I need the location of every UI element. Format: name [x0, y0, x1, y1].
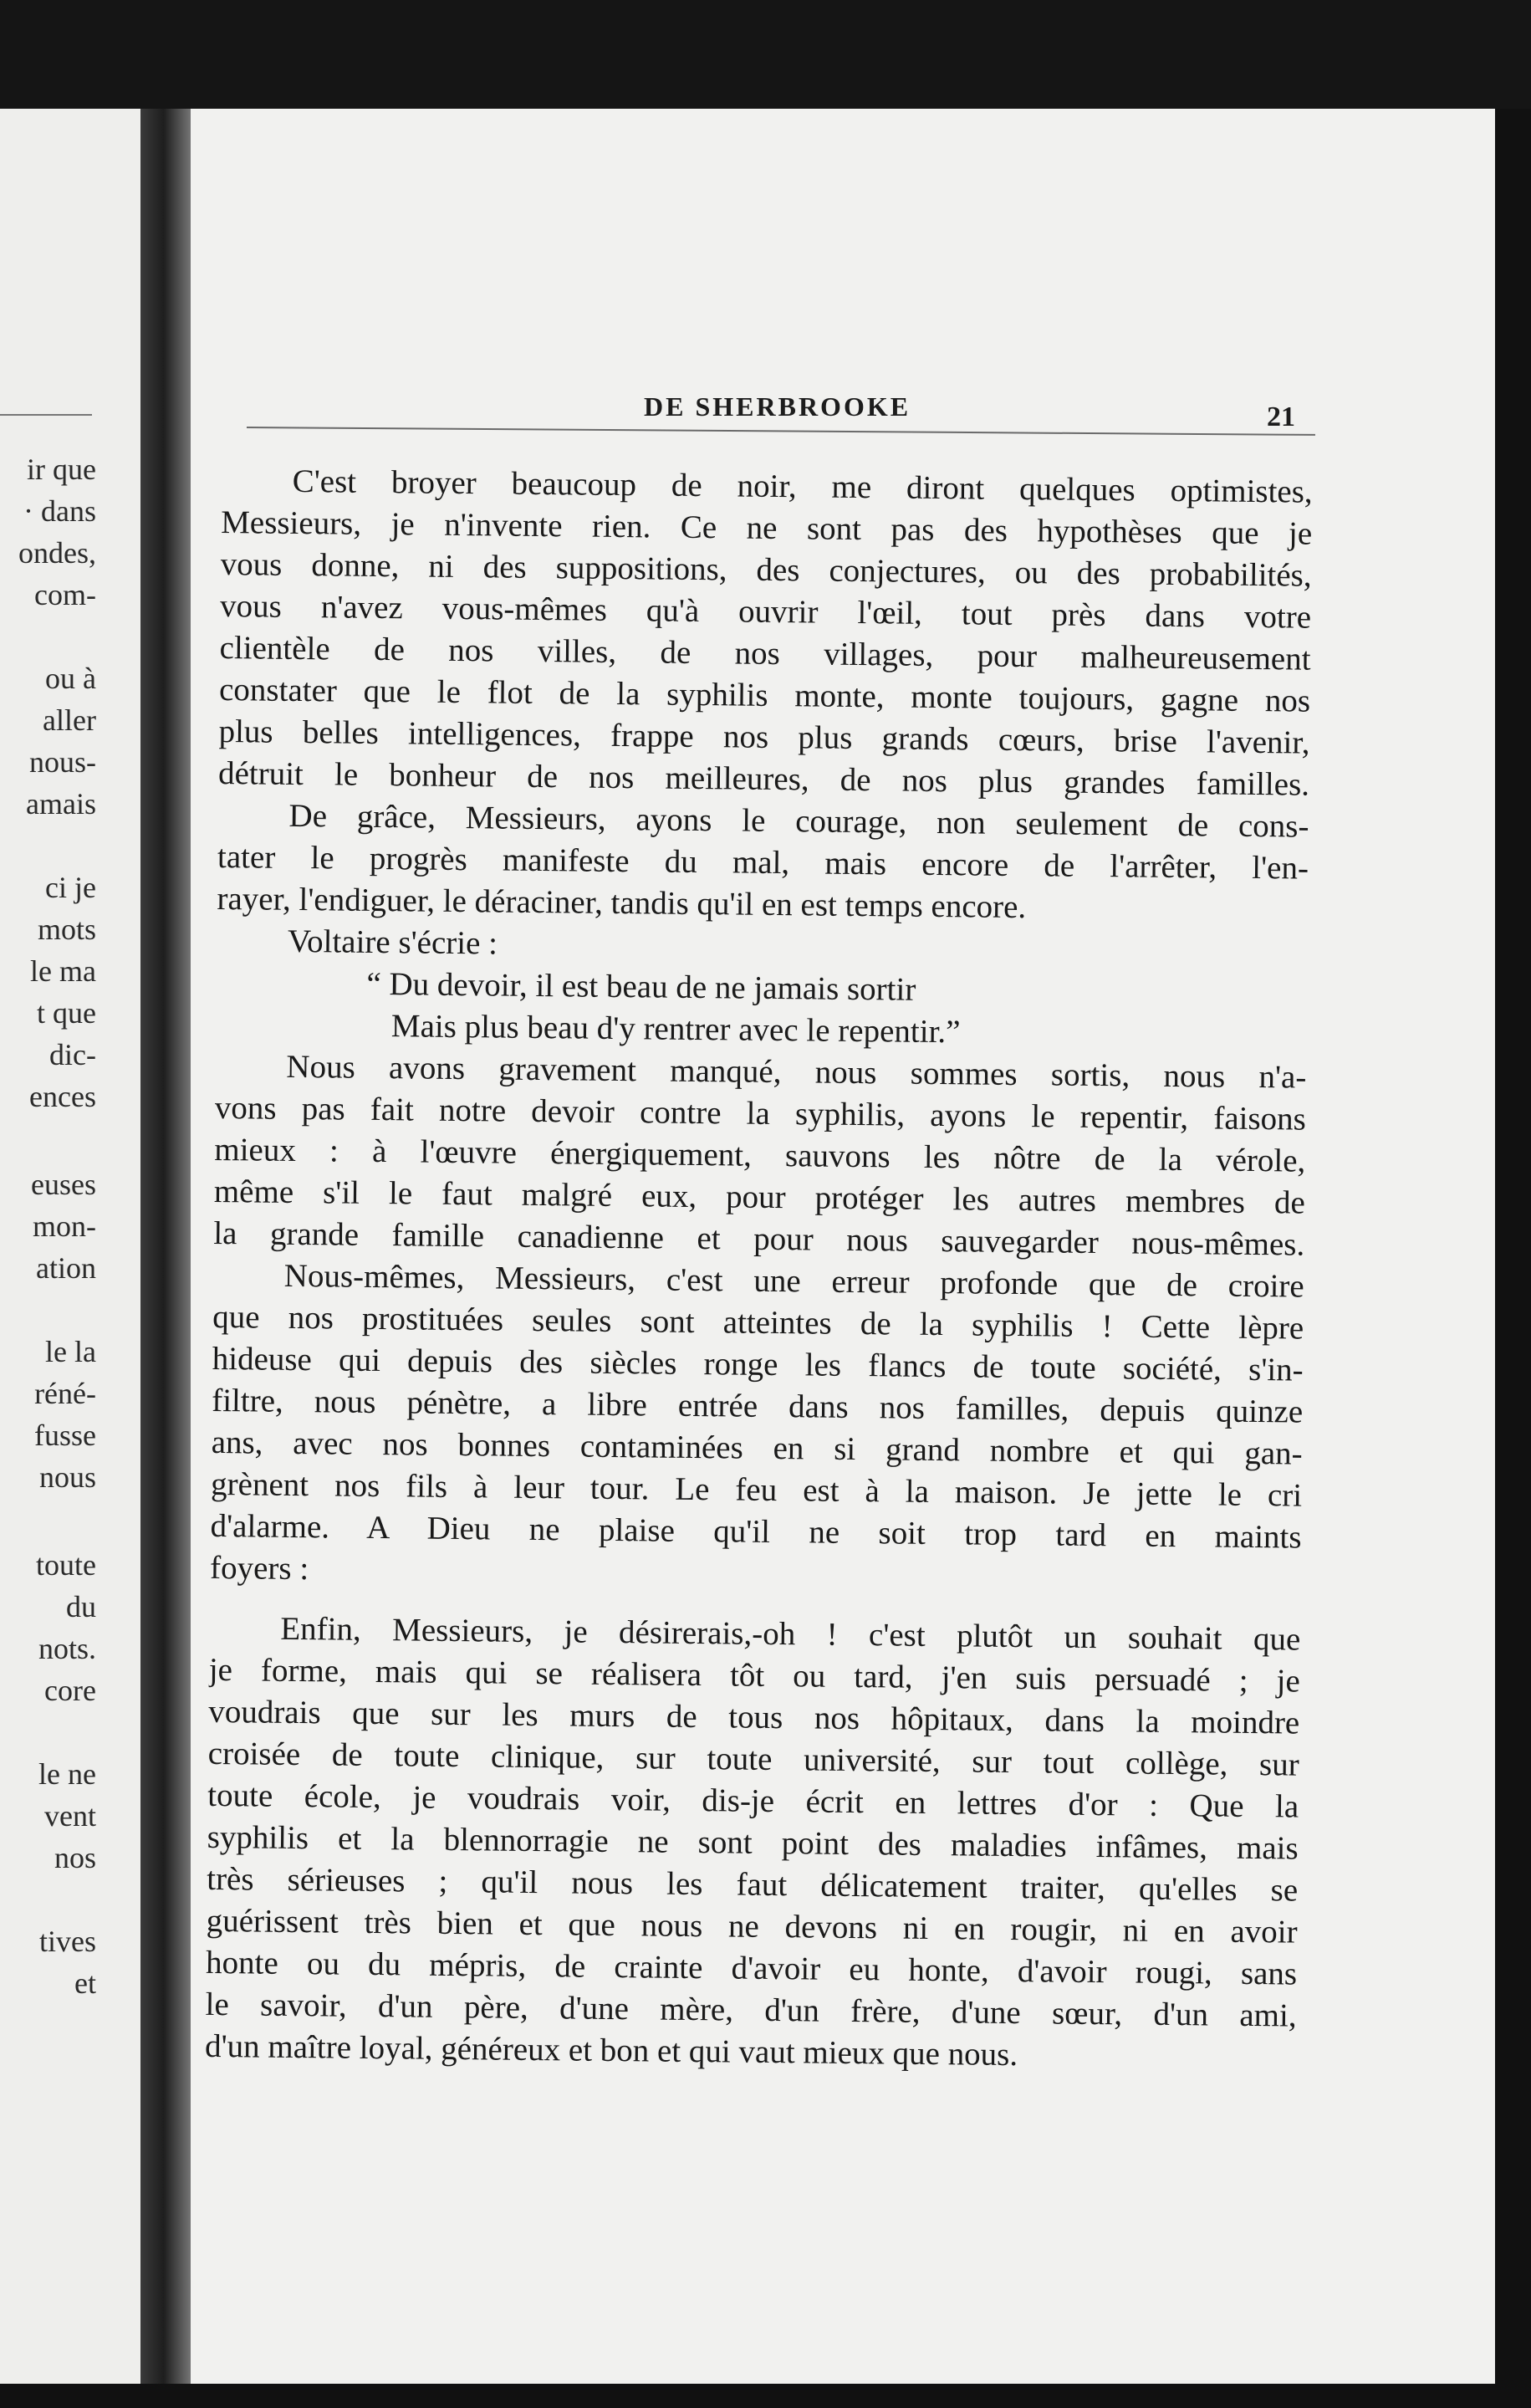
- prev-page-line: mon-: [33, 1209, 96, 1243]
- prev-page-line: com-: [34, 578, 96, 611]
- scan-right-border: [1495, 109, 1531, 2408]
- verse-line: Mais plus beau d'y rentrer avec le repentir.”: [390, 1008, 961, 1051]
- prev-page-line: euses: [31, 1168, 96, 1201]
- text-line: De grâce, Messieurs, ayons le courage, non seulement de cons-: [288, 797, 1309, 845]
- text-line: rayer, l'endiguer, le déraciner, tandis qu'il en est temps encore.: [217, 880, 1027, 926]
- prev-page-line: t que: [37, 996, 96, 1030]
- prev-page-line: le la: [45, 1335, 96, 1368]
- prev-page-line: nous: [38, 1460, 96, 1494]
- prev-page-line: ences: [29, 1080, 96, 1113]
- text-line: Voltaire s'écrie :: [287, 923, 498, 962]
- verse-line: “ Du devoir, il est beau de ne jamais sortir: [366, 965, 916, 1008]
- text-line: même s'il le faut malgré eux, pour protéger les autres membres de: [213, 1173, 1305, 1221]
- text-line: Nous avons gravement manqué, nous sommes sortis, nous n'a-: [286, 1048, 1307, 1096]
- scan-top-border: [0, 0, 1531, 117]
- prev-page-line: toute: [36, 1548, 96, 1582]
- prev-page-line: le ne: [38, 1757, 96, 1791]
- prev-page-line: nots.: [38, 1632, 96, 1665]
- prev-page-line: aller: [43, 703, 96, 737]
- text-line: détruit le bonheur de nos meilleures, de nos plus grandes familles.: [217, 754, 1310, 803]
- prev-page-line: ci je: [45, 871, 96, 904]
- text-line: clientèle de nos villes, de nos villages, pour malheureusement: [219, 629, 1311, 677]
- page-body: [205, 460, 1313, 2079]
- text-line: ans, avec nos bonnes contaminées en si grand nombre et qui gan-: [211, 1424, 1303, 1472]
- text-line: d'un maître loyal, généreux et bon et qui vaut mieux que nous.: [204, 2027, 1018, 2073]
- prev-page-line: et: [74, 1966, 96, 2000]
- prev-page-line: core: [44, 1674, 96, 1707]
- text-line: la grande famille canadienne et pour nous sauvegarder nous-mêmes.: [213, 1214, 1305, 1263]
- text-line: je forme, mais qui se réalisera tôt ou tard, j'en suis persuadé ; je: [208, 1651, 1301, 1700]
- text-line: vons pas fait notre devoir contre la syphilis, ayons le repentir, faisons: [214, 1089, 1307, 1138]
- prev-page-line: nos: [54, 1841, 96, 1874]
- prev-page-line: ation: [36, 1251, 96, 1285]
- text-line: plus belles intelligences, frappe nos plus grands cœurs, brise l'avenir,: [218, 713, 1310, 761]
- text-line: guérissent très bien et que nous ne devons ni en rougir, ni en avoir: [206, 1902, 1298, 1950]
- text-line: vous donne, ni des suppositions, des conjectures, ou des probabilités,: [220, 545, 1312, 594]
- prev-page-line: mots: [37, 913, 96, 946]
- text-line: toute école, je voudrais voir, dis-je écrit en lettres d'or : Que la: [207, 1777, 1299, 1825]
- previous-page-rule: [0, 414, 92, 416]
- prev-page-line: le ma: [30, 954, 96, 988]
- running-head: DE SHERBROOKE: [644, 391, 911, 422]
- text-line: voudrais que sur les murs de tous nos hôpitaux, dans la moindre: [208, 1693, 1300, 1741]
- text-line: filtre, nous pénètre, a libre entrée dans nos familles, depuis quinze: [211, 1382, 1304, 1430]
- prev-page-line: ir que: [27, 452, 96, 486]
- text-line: grènent nos fils à leur tour. Le feu est à la maison. Je jette le cri: [210, 1465, 1303, 1514]
- prev-page-line: tives: [39, 1925, 96, 1958]
- text-line: syphilis et la blennorragie ne sont point des maladies infâmes, mais: [207, 1818, 1299, 1867]
- text-line: C'est broyer beaucoup de noir, me diront quelques optimistes,: [292, 463, 1313, 510]
- text-line: foyers :: [209, 1549, 309, 1587]
- text-line: Enfin, Messieurs, je désirerais,-oh ! c'est plutôt un souhait que: [280, 1610, 1301, 1658]
- text-line: d'alarme. A Dieu ne plaise qu'il ne soit trop tard en maints: [210, 1507, 1302, 1556]
- text-line: hideuse qui depuis des siècles ronge les flancs de toute société, s'in-: [212, 1340, 1304, 1388]
- scan-bottom-border: [0, 2384, 1531, 2408]
- text-line: le savoir, d'un père, d'une mère, d'un frère, d'une sœur, d'un ami,: [205, 1986, 1297, 2034]
- prev-page-line: ou à: [45, 662, 96, 695]
- text-line: tater le progrès manifeste du mal, mais encore de l'arrêter, l'en-: [217, 838, 1309, 887]
- text-line: constater que le flot de la syphilis monte, monte toujours, gagne nos: [218, 671, 1311, 719]
- text-line: croisée de toute clinique, sur toute université, sur tout collège, sur: [207, 1735, 1299, 1783]
- prev-page-line: du: [66, 1590, 96, 1623]
- text-line: mieux : à l'œuvre énergiquement, sauvons les nôtre de la vérole,: [214, 1131, 1306, 1179]
- text-line: que nos prostituées seules sont atteintes de la syphilis ! Cette lèpre: [212, 1298, 1304, 1347]
- prev-page-line: nous-: [29, 745, 96, 779]
- prev-page-line: vent: [44, 1799, 96, 1833]
- text-line: Nous-mêmes, Messieurs, c'est une erreur profonde que de croire: [283, 1257, 1304, 1305]
- previous-page-edge: [0, 109, 142, 2384]
- prev-page-line: · dans: [23, 494, 96, 528]
- text-line: honte ou du mépris, de crainte d'avoir eu honte, d'avoir rougi, sans: [205, 1944, 1298, 1992]
- book-gutter-shadow: [140, 109, 192, 2384]
- prev-page-line: réné-: [34, 1377, 96, 1410]
- page-number: 21: [1267, 401, 1295, 432]
- text-line: vous n'avez vous-mêmes qu'à ouvrir l'œil, tout près dans votre: [219, 587, 1312, 636]
- text-line: très sérieuses ; qu'il nous les faut délicatement traiter, qu'elles se: [207, 1860, 1299, 1909]
- prev-page-line: dic-: [49, 1038, 96, 1071]
- prev-page-line: fusse: [34, 1419, 96, 1452]
- text-line: Messieurs, je n'invente rien. Ce ne sont pas des hypothèses que je: [220, 504, 1313, 552]
- prev-page-line: ondes,: [18, 536, 96, 570]
- prev-page-line: amais: [26, 787, 96, 821]
